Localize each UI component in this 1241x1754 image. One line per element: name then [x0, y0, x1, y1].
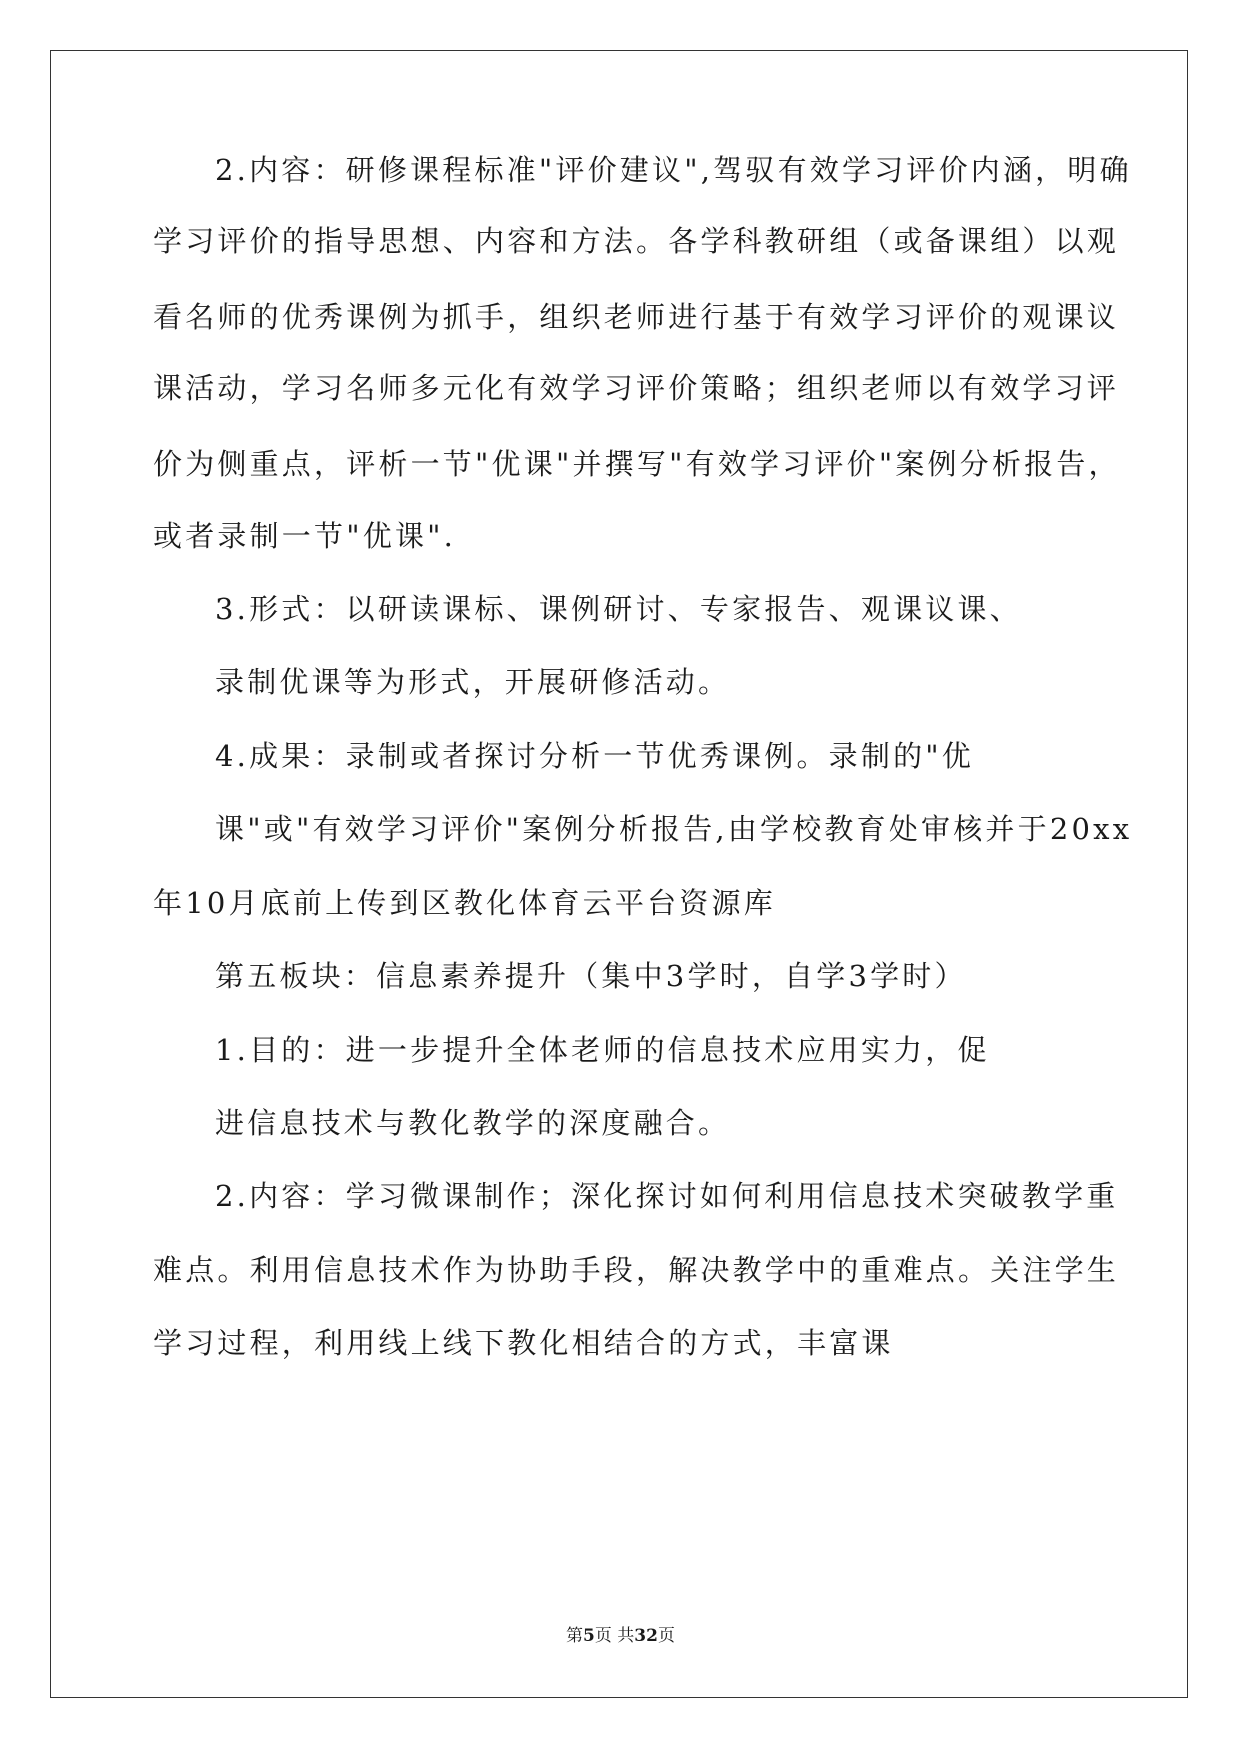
paragraph-line: 或者录制一节"优课". — [153, 519, 457, 553]
paragraph-line: 课"或"有效学习评价"案例分析报告,由学校教育处审核并于20xx — [215, 812, 1133, 846]
paragraph-line: 4.成果：录制或者探讨分析一节优秀课例。录制的"优 — [215, 739, 975, 773]
paragraph-line: 1.目的：进一步提升全体老师的信息技术应用实力，促 — [215, 1033, 990, 1067]
paragraph-line: 2.内容：学习微课制作；深化探讨如何利用信息技术突破教学重 — [215, 1179, 1119, 1213]
paragraph-line: 2.内容：研修课程标准"评价建议",驾驭有效学习评价内涵，明确 — [215, 153, 1132, 187]
total-page-number: 32 — [634, 1626, 658, 1646]
paragraph-line: 学习评价的指导思想、内容和方法。各学科教研组（或备课组）以观 — [153, 224, 1120, 258]
footer-suffix: 页 — [657, 1626, 675, 1646]
page-footer — [0, 1624, 1241, 1648]
footer-prefix: 第 — [566, 1626, 584, 1646]
paragraph-line: 课活动，学习名师多元化有效学习评价策略；组织老师以有效学习评 — [153, 371, 1120, 405]
paragraph-line: 学习过程，利用线上线下教化相结合的方式，丰富课 — [153, 1326, 894, 1360]
footer-middle: 页 共 — [594, 1626, 635, 1646]
paragraph-line: 3.形式：以研读课标、课例研讨、专家报告、观课议课、 — [215, 592, 1022, 626]
paragraph-line: 年10月底前上传到区教化体育云平台资源库 — [153, 886, 776, 920]
section-heading: 第五板块：信息素养提升（集中3学时，自学3学时） — [215, 959, 967, 993]
current-page-number: 5 — [583, 1626, 595, 1646]
paragraph-line: 进信息技术与教化教学的深度融合。 — [215, 1106, 731, 1140]
paragraph-line: 价为侧重点，评析一节"优课"并撰写"有效学习评价"案例分析报告， — [153, 447, 1121, 481]
paragraph-line: 录制优课等为形式，开展研修活动。 — [215, 665, 731, 699]
paragraph-line: 看名师的优秀课例为抓手，组织老师进行基于有效学习评价的观课议 — [153, 300, 1120, 334]
paragraph-line: 难点。利用信息技术作为协助手段，解决教学中的重难点。关注学生 — [153, 1253, 1120, 1287]
